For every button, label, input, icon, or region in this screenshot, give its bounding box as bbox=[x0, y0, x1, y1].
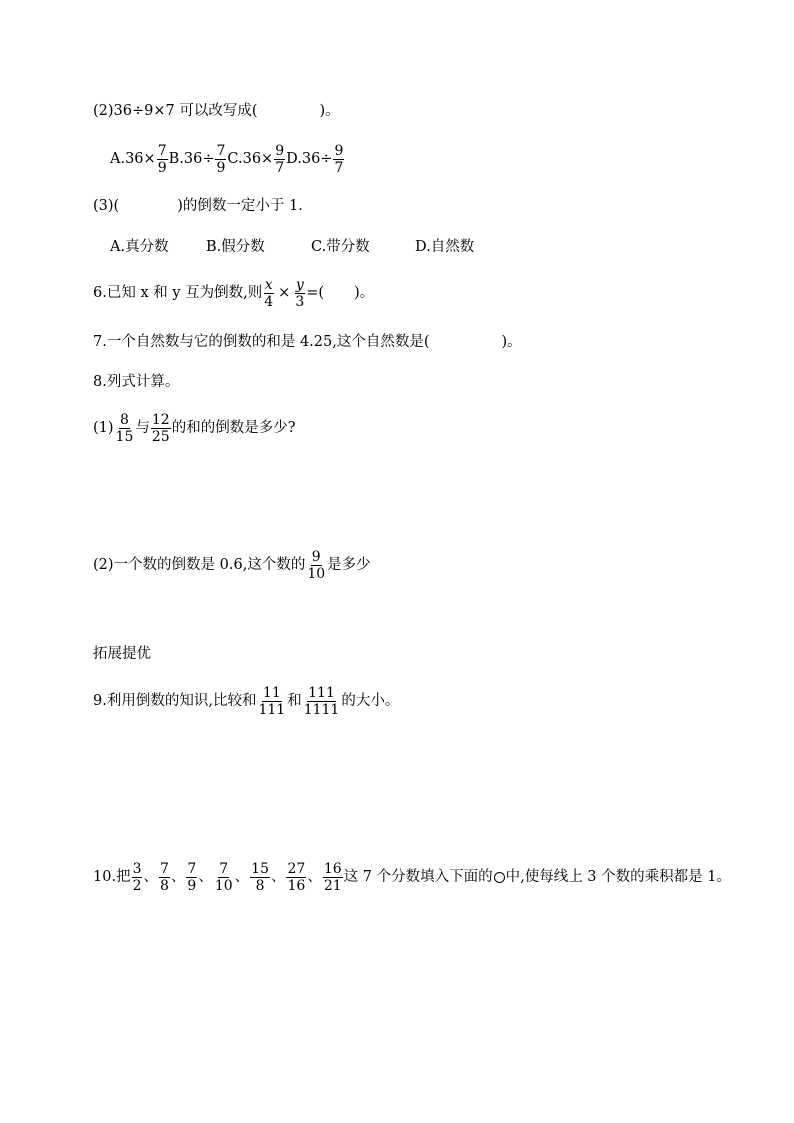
q5-2-stem-before: (2)36÷9×7 可以改写成( bbox=[93, 103, 258, 119]
option-d: D.自然数 bbox=[415, 239, 475, 255]
circle-icon bbox=[494, 872, 505, 883]
option-c: C.带分数 bbox=[311, 239, 370, 255]
q5-3-options bbox=[110, 237, 474, 257]
fraction-111-1111: $\frac{111}{1111}$ bbox=[303, 684, 340, 718]
fraction-8-15: $\frac{8}{15}$ bbox=[115, 411, 134, 445]
fraction-27-16: $\frac{27}{16}$ bbox=[287, 860, 306, 894]
section-title: 拓展提优 bbox=[93, 646, 151, 662]
q5-3-stem bbox=[93, 196, 303, 216]
q5-3-stem-after: )的倒数一定小于 1. bbox=[177, 198, 303, 214]
fraction-11-111: $\frac{11}{111}$ bbox=[258, 684, 286, 718]
question-9: 9.利用倒数的知识,比较和 $\frac{11}{111}$ 和 $\frac{111}{1111}$ 的大小。 bbox=[93, 684, 400, 718]
question-8-part-1: (1) $\frac{8}{15}$ 与 $\frac{12}{25}$ 的和的倒数是多少? bbox=[93, 411, 296, 445]
question-8-title: 8.列式计算。 bbox=[93, 374, 180, 390]
q6-fraction-y: $\frac{y}{3}$ bbox=[295, 276, 305, 310]
option-a: A.36× bbox=[110, 151, 156, 167]
q5-3-stem-before: (3)( bbox=[93, 198, 120, 214]
option-a-fraction: $\frac{7}{9}$ bbox=[157, 142, 167, 176]
option-b: B.36÷ bbox=[168, 151, 215, 167]
question-10: 10.把 $\frac{3}{2}$ 、 $\frac{7}{8}$ 、 $\frac{7}{9}$ 、 $\frac{7}{10}$ 、 $\frac{15}{8}$ 、 $\frac{27}{16}$ 、 $\frac{16}{21}$ 这 7 个分数填入下面的 中,使每线上 3 个数的乘积都是 1。 bbox=[93, 860, 731, 894]
option-d: D.36÷ bbox=[286, 151, 333, 167]
fraction-3-2: $\frac{3}{2}$ bbox=[132, 860, 142, 894]
fraction-16-21: $\frac{16}{21}$ bbox=[323, 860, 342, 894]
fraction-7-9: $\frac{7}{9}$ bbox=[187, 860, 197, 894]
fraction-7-8: $\frac{7}{8}$ bbox=[159, 860, 169, 894]
q6-fraction-x: $\frac{x}{4}$ bbox=[264, 276, 274, 310]
fraction-7-10: $\frac{7}{10}$ bbox=[214, 860, 233, 894]
q5-2-stem bbox=[93, 101, 340, 121]
q5-2-options bbox=[110, 142, 345, 176]
option-b-fraction: $\frac{7}{9}$ bbox=[216, 142, 226, 176]
q5-2-stem-after: )。 bbox=[319, 103, 340, 119]
option-a: A.真分数 bbox=[110, 239, 169, 255]
question-8-part-2: (2)一个数的倒数是 0.6,这个数的 $\frac{9}{10}$ 是多少 bbox=[93, 548, 371, 582]
fraction-15-8: $\frac{15}{8}$ bbox=[251, 860, 269, 894]
fraction-12-25: $\frac{12}{25}$ bbox=[151, 411, 170, 445]
option-b: B.假分数 bbox=[206, 239, 265, 255]
option-c: C.36× bbox=[227, 151, 274, 167]
fraction-9-10: $\frac{9}{10}$ bbox=[307, 548, 326, 582]
question-7: 7.一个自然数与它的倒数的和是 4.25,这个自然数是( )。 bbox=[93, 334, 522, 350]
option-d-fraction: $\frac{9}{7}$ bbox=[334, 142, 344, 176]
question-6: 6.已知 x 和 y 互为倒数,则 $\frac{x}{4}$ × $\frac{y}{3}$ =( )。 bbox=[93, 276, 375, 310]
option-c-fraction: $\frac{9}{7}$ bbox=[275, 142, 285, 176]
